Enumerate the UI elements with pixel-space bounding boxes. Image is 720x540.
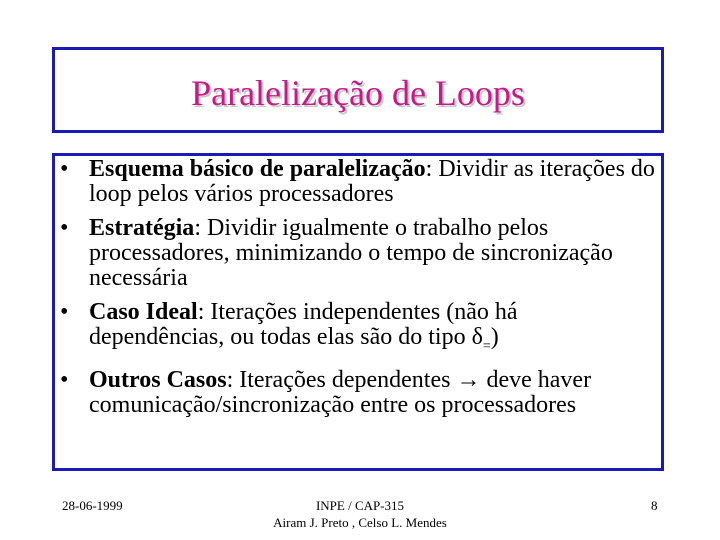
bullet-dot-icon: • [60, 215, 69, 241]
bullet-text: : Iterações dependentes [226, 366, 457, 393]
bullet-dot-icon: • [60, 299, 69, 325]
bullet-list [58, 157, 658, 427]
slide-title: Paralelização de Loops [191, 73, 525, 113]
footer-date: 28-06-1999 [62, 498, 123, 513]
footer-authors: Airam J. Preto , Celso L. Mendes [273, 515, 447, 530]
bullet-dot-icon: • [60, 156, 69, 182]
bullet-term: Caso Ideal [89, 299, 198, 325]
bullet-term: Estratégia [89, 215, 195, 241]
title-box [52, 47, 664, 133]
footer-center [250, 497, 470, 531]
bullet-text: : Dividir as iterações do loop pelos vários processadores [89, 156, 655, 207]
bullet-item [58, 157, 658, 207]
footer-institution: INPE / CAP-315 [315, 498, 405, 513]
bullet-text: : Dividir igualmente o trabalho pelos processadores, minimizando o tempo de sincronização necessária [89, 215, 613, 291]
bullet-tail: ) [490, 324, 499, 350]
delta-symbol: δ [471, 324, 483, 350]
bullet-item [58, 368, 658, 418]
bullet-term: Esquema básico de paralelização [89, 156, 426, 182]
delta-subscript: = [482, 338, 491, 354]
bullet-tail: deve haver comunicação/sincronização entre os processadores [89, 366, 592, 418]
bullet-term: Outros Casos [89, 366, 227, 393]
footer-page-number: 8 [651, 498, 658, 513]
bullet-item [58, 216, 658, 291]
bullet-item [58, 300, 658, 359]
bullet-text: : Iterações independentes (não há dependências, ou todas elas são do tipo [89, 299, 518, 350]
bullet-dot-icon: • [60, 366, 69, 393]
arrow-symbol: → [456, 366, 481, 393]
